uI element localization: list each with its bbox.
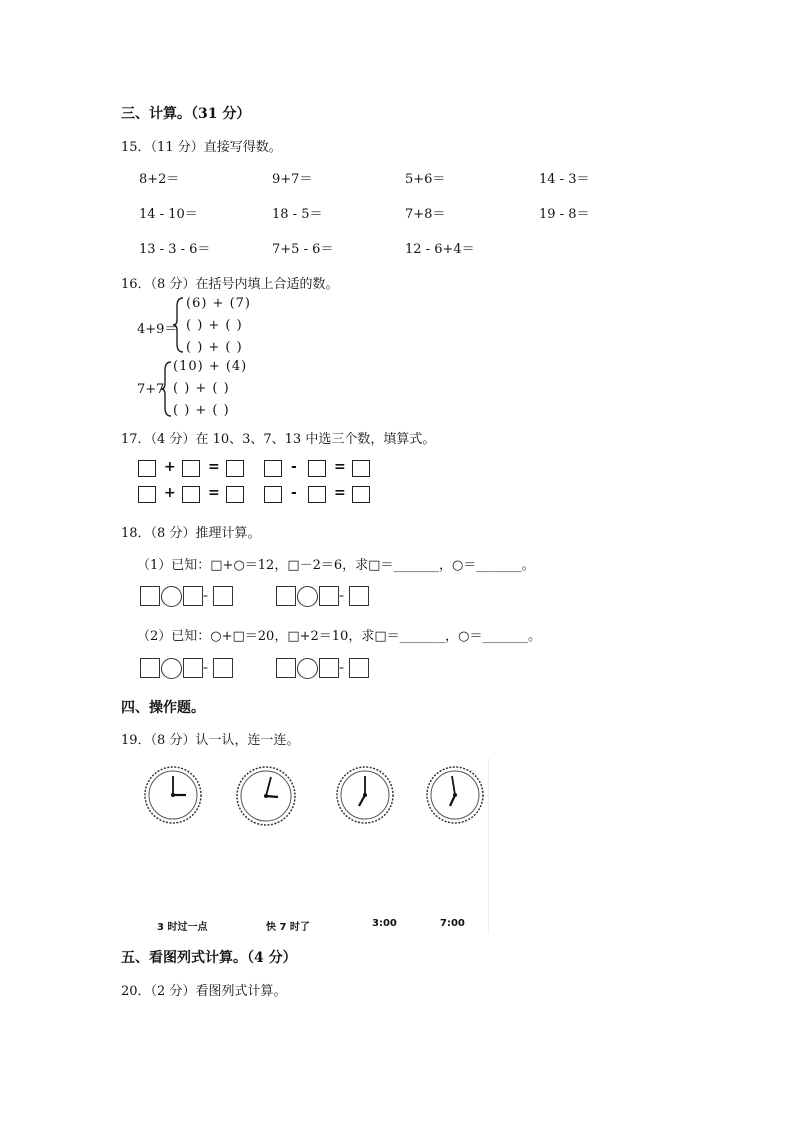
square-shape [140, 586, 160, 606]
question-19-title: 19．（8 分）认一认，连一连。 [121, 733, 300, 748]
equals-sign: = [208, 459, 220, 475]
clock-icon [234, 764, 298, 828]
answer-box[interactable] [352, 460, 370, 477]
answer-box[interactable] [308, 460, 326, 477]
clock-label: 快 7 时了 [266, 922, 310, 933]
decompose-line: ( ) + ( ) [173, 403, 230, 418]
clock-icon [424, 764, 486, 826]
circle-shape [297, 586, 318, 607]
circle-shape [297, 658, 318, 679]
question-20-title: 20．（2 分）看图列式计算。 [121, 984, 287, 999]
answer-box[interactable] [226, 486, 244, 503]
answer-box[interactable] [182, 460, 200, 477]
equation: 19 - 8＝ [539, 207, 590, 222]
equals-sign: = [334, 459, 346, 475]
square-shape [349, 658, 369, 678]
square-shape [183, 586, 203, 606]
clock-matching-figure [138, 758, 489, 934]
equation: 12 - 6+4＝ [405, 242, 475, 257]
equals-mark: = [203, 665, 209, 672]
clock-label: 3 时过一点 [157, 922, 208, 933]
square-shape [213, 658, 233, 678]
equals-mark: = [203, 593, 209, 600]
square-shape [183, 658, 203, 678]
left-brace-icon [160, 360, 174, 418]
circle-shape [161, 658, 182, 679]
question-18-part-1: （1）已知：□+○＝12，□－2＝6，求□＝_______，○＝_______。 [137, 558, 535, 573]
section-title-calculation: 三、计算。（31 分） [121, 106, 251, 122]
square-shape [349, 586, 369, 606]
answer-box[interactable] [138, 460, 156, 477]
decompose-line: (6) + (7) [186, 296, 251, 311]
equation: 18 - 5＝ [272, 207, 323, 222]
question-16-title: 16．（8 分）在括号内填上合适的数。 [121, 277, 339, 292]
answer-box[interactable] [352, 486, 370, 503]
minus-sign: - [291, 459, 297, 475]
equation: 5+6＝ [405, 172, 446, 187]
answer-box[interactable] [226, 460, 244, 477]
plus-sign: + [164, 485, 176, 501]
section-title-picture-equation: 五、看图列式计算。（4 分） [121, 950, 297, 966]
answer-box[interactable] [138, 486, 156, 503]
equals-sign: = [334, 485, 346, 501]
answer-box[interactable] [308, 486, 326, 503]
decompose-lead-b: 7+7 [137, 382, 165, 397]
equation: 7+8＝ [405, 207, 446, 222]
question-15-title: 15．（11 分）直接写得数。 [121, 140, 282, 155]
clock-icon [334, 764, 396, 826]
square-shape [319, 586, 339, 606]
question-17-title: 17．（4 分）在 10、3、7、13 中选三个数，填算式。 [121, 432, 436, 447]
equals-sign: = [208, 485, 220, 501]
plus-sign: + [164, 459, 176, 475]
clock-icon [142, 764, 204, 826]
section-title-operation: 四、操作题。 [121, 700, 205, 716]
equation: 13 - 3 - 6＝ [139, 242, 211, 257]
equals-mark: = [339, 665, 345, 672]
square-shape [213, 586, 233, 606]
decompose-line: (10) + (4) [173, 359, 248, 374]
question-18-title: 18．（8 分）推理计算。 [121, 526, 261, 541]
equation: 9+7＝ [272, 172, 313, 187]
square-shape [140, 658, 160, 678]
square-shape [276, 586, 296, 606]
decompose-line: ( ) + ( ) [186, 340, 243, 355]
question-18-part-2: （2）已知：○+□＝20，□+2＝10，求□＝_______，○＝_______。 [137, 629, 541, 644]
decompose-line: ( ) + ( ) [186, 318, 243, 333]
equals-mark: = [339, 593, 345, 600]
answer-box[interactable] [182, 486, 200, 503]
minus-sign: - [291, 485, 297, 501]
answer-box[interactable] [264, 460, 282, 477]
decompose-lead-a: 4+9＝ [137, 322, 178, 337]
decompose-line: ( ) + ( ) [173, 381, 230, 396]
circle-shape [161, 586, 182, 607]
square-shape [319, 658, 339, 678]
equation: 8+2＝ [139, 172, 180, 187]
equation: 7+5 - 6＝ [272, 242, 334, 257]
equation: 14 - 3＝ [539, 172, 590, 187]
square-shape [276, 658, 296, 678]
clock-label: 3:00 [372, 918, 397, 929]
answer-box[interactable] [264, 486, 282, 503]
left-brace-icon [172, 296, 186, 354]
equation: 14 - 10＝ [139, 207, 198, 222]
clock-label: 7:00 [440, 918, 465, 929]
